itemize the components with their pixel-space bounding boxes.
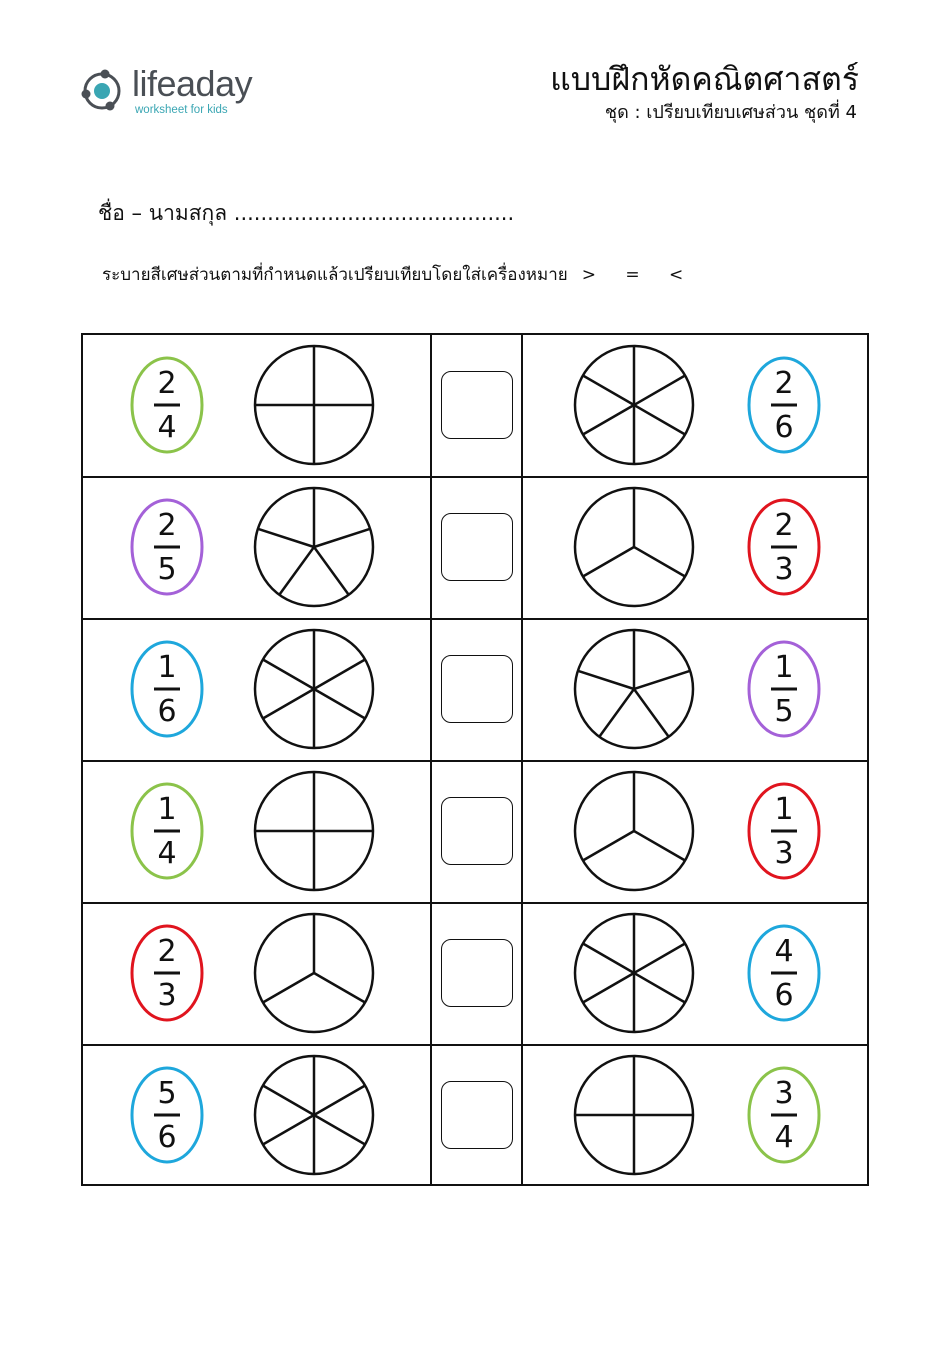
- answer-box[interactable]: [441, 1081, 513, 1149]
- left-fraction-badge: [129, 355, 205, 455]
- fraction-denominator: 5: [157, 552, 177, 587]
- left-fraction-badge: [129, 923, 205, 1023]
- fraction-numerator: 2: [157, 508, 177, 543]
- left-fraction-circle[interactable]: [252, 343, 376, 467]
- row-divider: [83, 902, 867, 904]
- fraction-denominator: 6: [157, 1120, 177, 1155]
- right-fraction-circle[interactable]: [572, 911, 696, 1035]
- right-fraction-badge: [746, 497, 822, 597]
- logo-mark-icon: [80, 64, 130, 116]
- fraction-numerator: 3: [774, 1076, 794, 1111]
- logo: [80, 62, 280, 122]
- left-fraction-circle[interactable]: [252, 485, 376, 609]
- right-fraction-badge: [746, 355, 822, 455]
- instruction-text: [102, 262, 686, 288]
- row-divider: [83, 476, 867, 478]
- left-fraction-circle[interactable]: [252, 627, 376, 751]
- page-subtitle: ชุด : เปรียบเทียบเศษส่วน ชุดที่ 4: [604, 102, 857, 123]
- left-fraction-circle[interactable]: [252, 1053, 376, 1177]
- right-fraction-badge: [746, 923, 822, 1023]
- fraction-denominator: 6: [157, 694, 177, 729]
- page-title: แบบฝึกหัดคณิตศาสตร์: [550, 60, 859, 98]
- fraction-numerator: 1: [157, 792, 177, 827]
- fraction-denominator: 3: [774, 836, 794, 871]
- answer-box[interactable]: [441, 371, 513, 439]
- fraction-numerator: 1: [157, 650, 177, 685]
- answer-box[interactable]: [441, 797, 513, 865]
- right-fraction-circle[interactable]: [572, 343, 696, 467]
- answer-box[interactable]: [441, 655, 513, 723]
- fraction-numerator: 2: [774, 366, 794, 401]
- logo-wordmark: lifeaday: [132, 63, 253, 104]
- right-fraction-circle[interactable]: [572, 485, 696, 609]
- left-fraction-badge: [129, 497, 205, 597]
- fraction-numerator: 2: [157, 934, 177, 969]
- row-divider: [83, 618, 867, 620]
- fraction-denominator: 6: [774, 410, 794, 445]
- right-fraction-badge: [746, 1065, 822, 1165]
- answer-box[interactable]: [441, 513, 513, 581]
- fraction-denominator: 3: [774, 552, 794, 587]
- fraction-numerator: 2: [774, 508, 794, 543]
- fraction-denominator: 6: [774, 978, 794, 1013]
- fraction-denominator: 4: [774, 1120, 794, 1155]
- row-divider: [83, 1044, 867, 1046]
- logo-tagline: worksheet for kids: [135, 104, 228, 116]
- right-fraction-circle[interactable]: [572, 769, 696, 893]
- student-name-field[interactable]: ชื่อ – นามสกุล ..........................................: [98, 201, 515, 225]
- fraction-numerator: 1: [774, 792, 794, 827]
- comparison-table: [81, 333, 869, 1186]
- fraction-numerator: 2: [157, 366, 177, 401]
- left-fraction-badge: [129, 639, 205, 739]
- fraction-numerator: 1: [774, 650, 794, 685]
- right-fraction-badge: [746, 781, 822, 881]
- fraction-denominator: 3: [157, 978, 177, 1013]
- left-fraction-badge: [129, 781, 205, 881]
- left-fraction-circle[interactable]: [252, 769, 376, 893]
- fraction-numerator: 5: [157, 1076, 177, 1111]
- left-fraction-circle[interactable]: [252, 911, 376, 1035]
- fraction-numerator: 4: [774, 934, 794, 969]
- row-divider: [83, 760, 867, 762]
- fraction-denominator: 5: [774, 694, 794, 729]
- instruction-label: ระบายสีเศษส่วนตามที่กำหนดแล้วเปรียบเทียบโดยใส่เครื่องหมาย: [102, 265, 568, 285]
- left-fraction-badge: [129, 1065, 205, 1165]
- comparison-symbols: > = <: [581, 265, 687, 285]
- right-fraction-badge: [746, 639, 822, 739]
- fraction-denominator: 4: [157, 836, 177, 871]
- right-fraction-circle[interactable]: [572, 1053, 696, 1177]
- fraction-denominator: 4: [157, 410, 177, 445]
- right-fraction-circle[interactable]: [572, 627, 696, 751]
- answer-box[interactable]: [441, 939, 513, 1007]
